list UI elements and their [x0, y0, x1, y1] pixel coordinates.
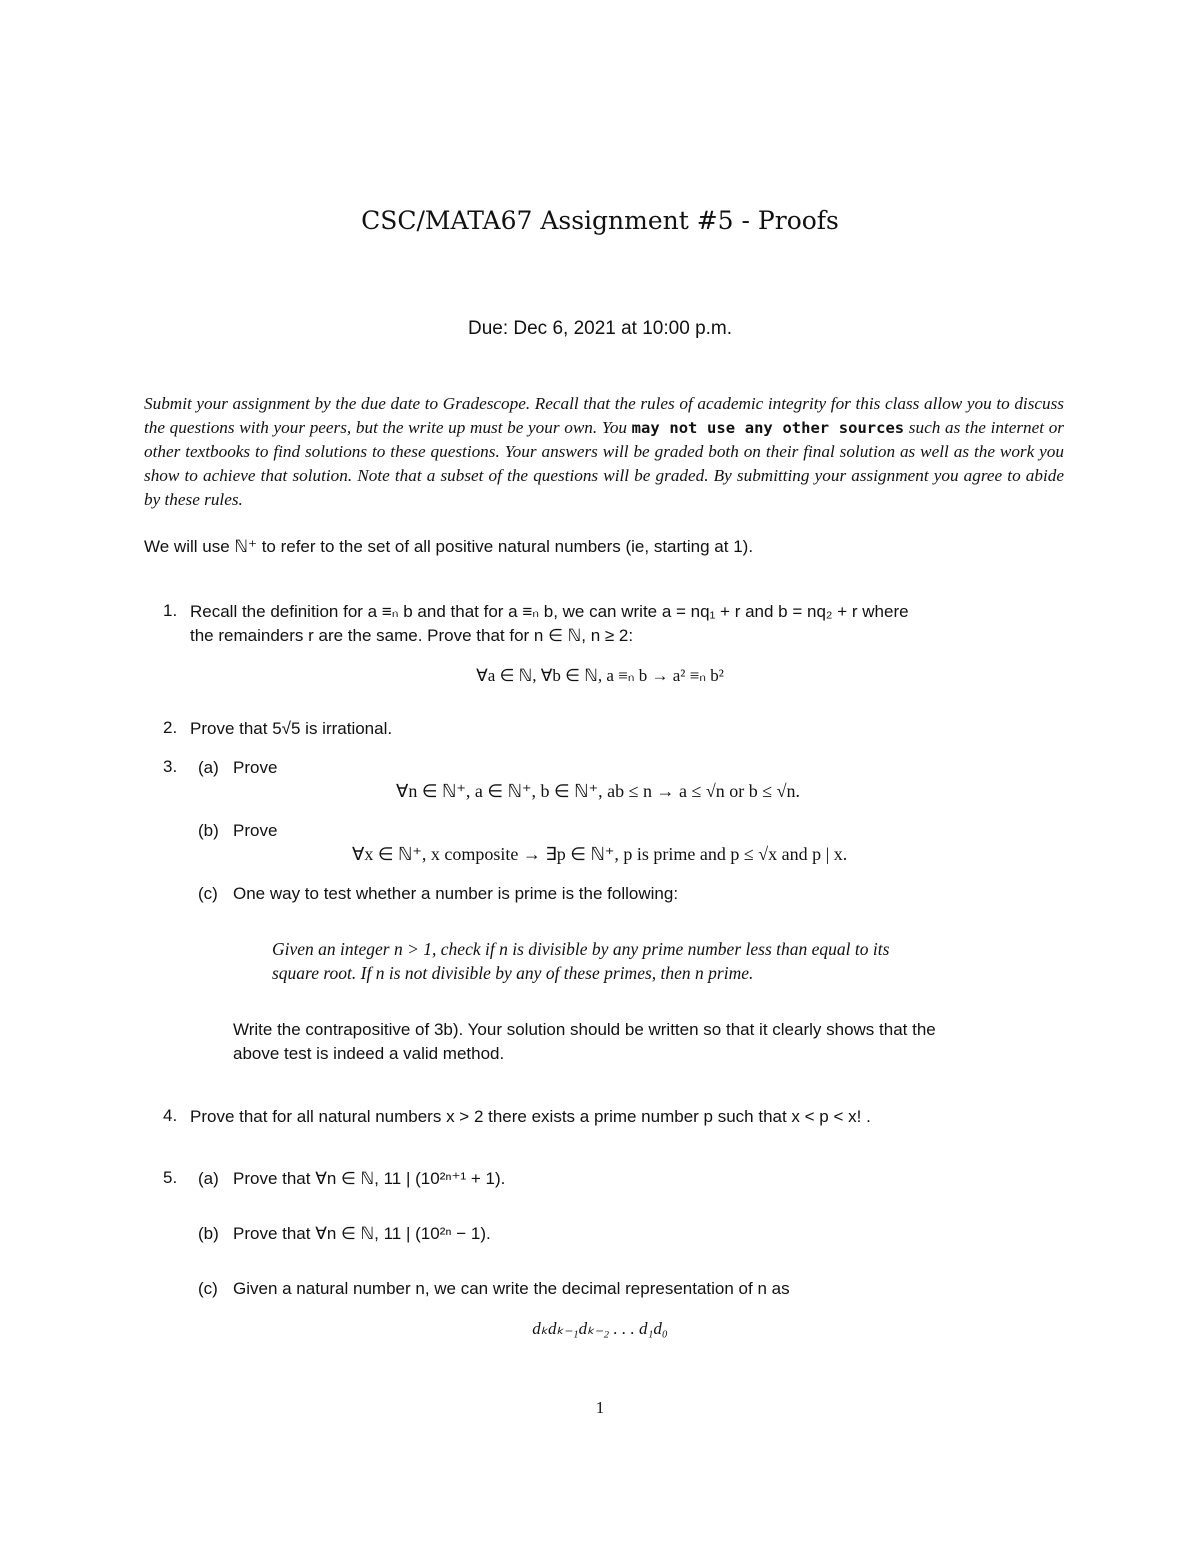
due-date: Due: Dec 6, 2021 at 10:00 p.m. [467, 318, 733, 339]
question-3a-text: Prove [233, 758, 278, 777]
question-5b-text: Prove that ∀n ∈ ℕ, 11 | (10²ⁿ − 1). [233, 1224, 491, 1243]
question-3b-text: Prove [233, 821, 278, 840]
question-1-formula: ∀a ∈ ℕ, ∀b ∈ ℕ, a ≡ₙ b → a² ≡ₙ b² [476, 666, 724, 685]
question-5c-label: (c) [198, 1279, 218, 1298]
question-3c-label: (c) [198, 884, 218, 903]
question-5b-label: (b) [198, 1224, 219, 1243]
question-2-text: Prove that 5√5 is irrational. [190, 719, 393, 738]
question-3-number: 3. [163, 757, 178, 776]
question-4-number: 4. [163, 1106, 178, 1125]
question-5c-text: Given a natural number n, we can write the decimal representation of n as [233, 1279, 790, 1298]
nplus-note: We will use ℕ⁺ to refer to the set of all positive natural numbers (ie, starting at 1). [144, 537, 754, 556]
question-5a-label: (a) [198, 1169, 219, 1188]
question-3b-formula: ∀x ∈ ℕ⁺, x composite → ∃p ∈ ℕ⁺, p is prime and p ≤ √x and p | x. [352, 844, 848, 864]
question-3c-quote-line-2: square root. If n is not divisible by any of these primes, then n prime. [272, 963, 754, 983]
question-3b-label: (b) [198, 821, 219, 840]
question-3c-follow-line-1: Write the contrapositive of 3b). Your solution should be written so that it clearly shows that the [233, 1020, 936, 1039]
instructions-paragraph [144, 392, 1064, 512]
question-5-number: 5. [163, 1168, 178, 1187]
instructions-emphasis: may not use any other sources [631, 419, 905, 437]
question-1-number: 1. [163, 601, 178, 620]
question-5c-formula: dₖdₖ₋₁dₖ₋₂ . . . d₁d₀ [532, 1319, 668, 1338]
question-3c-text: One way to test whether a number is prime is the following: [233, 884, 679, 903]
question-2-number: 2. [163, 718, 178, 737]
question-1-line-1: Recall the definition for a ≡ₙ b and that for a ≡ₙ b, we can write a = nq₁ + r and b = nq₂ + r where [190, 602, 909, 621]
question-4-text: Prove that for all natural numbers x > 2 there exists a prime number p such that x < p < x! . [190, 1107, 871, 1126]
question-5a-text: Prove that ∀n ∈ ℕ, 11 | (10²ⁿ⁺¹ + 1). [233, 1169, 506, 1188]
page-title: CSC/MATA67 Assignment #5 - Proofs [361, 206, 839, 235]
question-3c-quote-line-1: Given an integer n > 1, check if n is divisible by any prime number less than equal to its [272, 939, 890, 959]
question-3a-formula: ∀n ∈ ℕ⁺, a ∈ ℕ⁺, b ∈ ℕ⁺, ab ≤ n → a ≤ √n or b ≤ √n. [396, 781, 800, 801]
instructions-text-2: such as the internet or other textbooks to find solutions to these questions. Your answers will be graded both on their final solution as well as the work you show to achieve that solution. Note that a subset of the questions will be graded. By submitting your assignment you agree to abide by these rules. [144, 418, 1064, 509]
question-1-line-2: the remainders r are the same. Prove that for n ∈ ℕ, n ≥ 2: [190, 626, 634, 645]
question-3c-follow-line-2: above test is indeed a valid method. [233, 1044, 505, 1063]
page-number: 1 [595, 1398, 605, 1417]
instructions-text-1: Submit your assignment by the due date to Gradescope. Recall that the rules of academic integrity for this class allow you to discuss the questions with your peers, but the write up must be your own. You [144, 394, 1064, 437]
question-3a-label: (a) [198, 758, 219, 777]
